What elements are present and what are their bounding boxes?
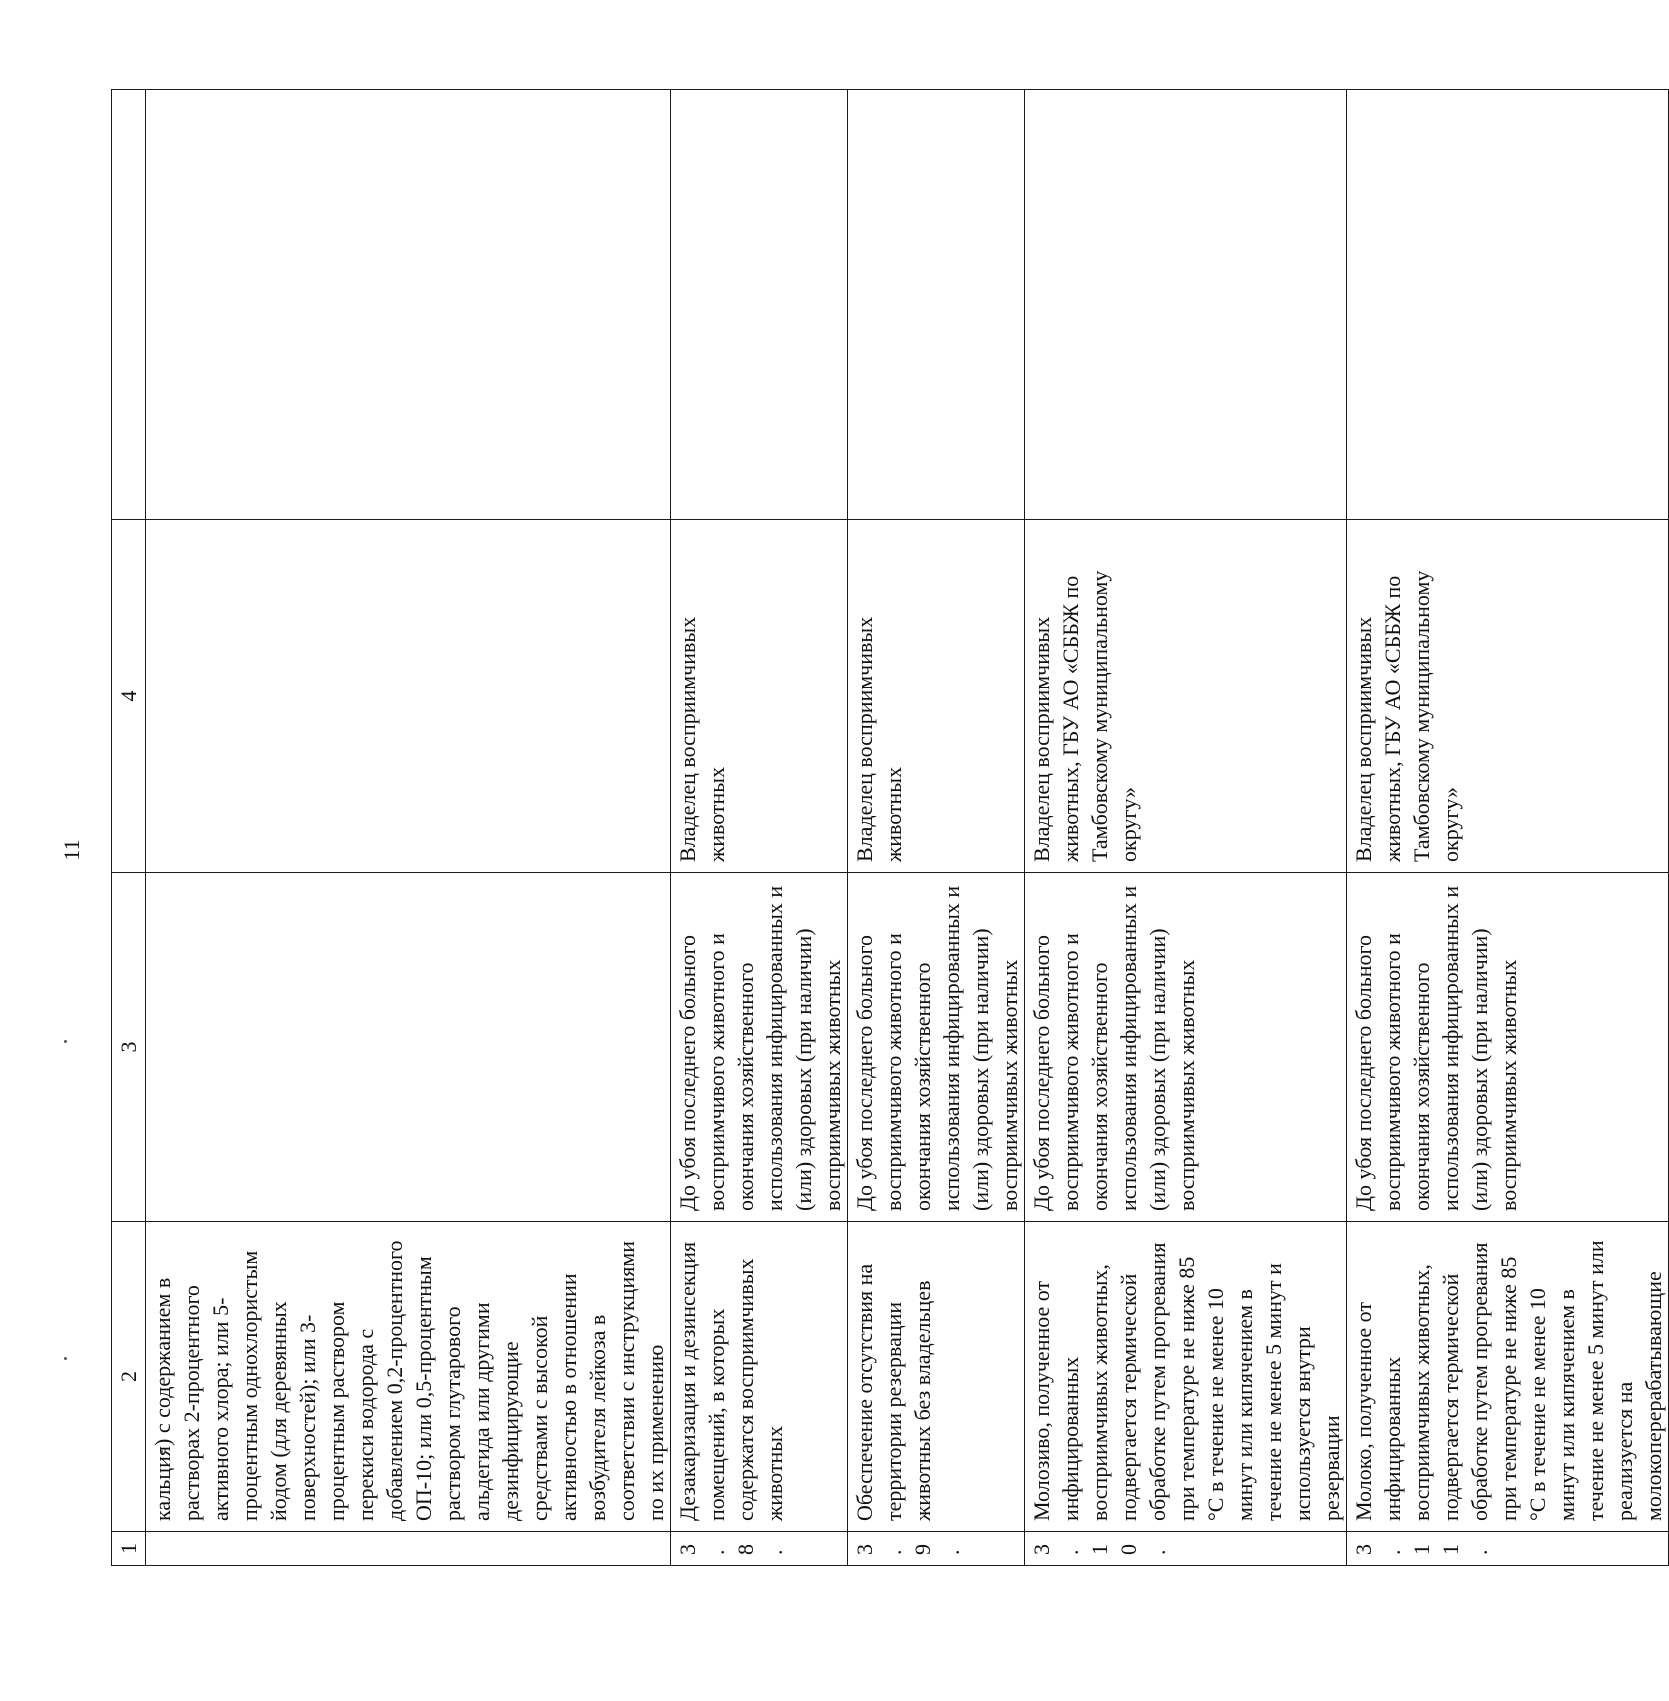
responsible-cell: Владелец восприимчивых животных, ГБУ АО «СББЖ по Тамбовскому муниципальному округу» [1025, 520, 1347, 873]
header-col-2: 2 [112, 1222, 146, 1532]
term-cell [1025, 873, 1347, 1222]
term-text: До убоя последнего больного восприимчивого животного и окончания хозяйственного использования инфицированных и (или) здоровых (при наличии) восприимчивых животных [675, 885, 845, 1211]
table-row [1025, 90, 1347, 1566]
term-text: До убоя последнего больного восприимчивого животного и окончания хозяйственного использования инфицированных и (или) здоровых (при наличии) восприимчивых животных [1029, 885, 1199, 1211]
responsible-cell: Владелец восприимчивых животных [848, 520, 1025, 873]
term-cell [848, 873, 1025, 1222]
scan-speck [64, 1357, 67, 1360]
header-row [112, 90, 146, 1566]
measure-cell [146, 1222, 671, 1532]
rotated-document [111, 90, 1666, 1566]
measure-cell [1347, 1222, 1669, 1532]
term-cell [1347, 873, 1669, 1222]
responsible-cell: Владелец восприимчивых животных, ГБУ АО «СББЖ по Тамбовскому муниципальному округу» [1347, 520, 1669, 873]
measure-text: Обеспечение отсутствия на территории резервации животных без владельцев [852, 1263, 935, 1521]
row-number: 3.11. [1347, 1532, 1669, 1566]
row-number: 3.8. [671, 1532, 848, 1566]
empty-cell [1025, 90, 1347, 520]
measure-cell [848, 1222, 1025, 1532]
empty-cell [146, 90, 671, 520]
header-col-3: 3 [112, 873, 146, 1222]
row-number [146, 1532, 671, 1566]
scan-speck [64, 1040, 67, 1043]
measure-text: Молозиво, полученное от инфицированных восприимчивых животных, подвергается термической обработке путем прогревания при температуре не ниже 85 °С в течение не менее 10 минут или кипячением в течение не менее 5 минут и используется внутри резервации [1029, 1242, 1344, 1521]
header-col-4: 4 [112, 520, 146, 873]
header-col-5 [112, 90, 146, 520]
responsible-cell [146, 520, 671, 873]
empty-cell [1347, 90, 1669, 520]
table-row [848, 90, 1025, 1566]
measure-cell [1025, 1222, 1347, 1532]
empty-cell [848, 90, 1025, 520]
empty-cell [671, 90, 848, 520]
measure-cell [671, 1222, 848, 1532]
row-number: 3.9. [848, 1532, 1025, 1566]
header-col-1: 1 [112, 1532, 146, 1566]
table-row [1347, 90, 1669, 1566]
measure-text: Дезакаризация и дезинсекция помещений, в которых содержатся восприимчивых животных [675, 1241, 787, 1521]
term-cell [671, 873, 848, 1222]
term-cell [146, 873, 671, 1222]
page-number: 11 [59, 839, 84, 861]
measures-table [111, 89, 1669, 1566]
responsible-cell: Владелец восприимчивых животных [671, 520, 848, 873]
table-row [146, 90, 671, 1566]
row-number: 3.10. [1025, 1532, 1347, 1566]
table-row [671, 90, 848, 1566]
measure-text: кальция) с содержанием в растворах 2-процентного активного хлора; или 5-процентным однохлористым йодом (для деревянных поверхностей); или 3-процентным раствором перекиси водорода с добавлением 0,2-процентного ОП-10; или 0,5-процентным раствором глутарового альдегида или другими дезинфицирующие средствами с высокой активностью в отношении возбудителя лейкоза в соответствии с инструкциями по их применению [150, 1240, 668, 1521]
term-text: До убоя последнего больного восприимчивого животного и окончания хозяйственного использования инфицированных и (или) здоровых (при наличии) восприимчивых животных [852, 885, 1022, 1211]
measure-text: Молоко, полученное от инфицированных восприимчивых животных, подвергается термической обработке путем прогревания при температуре не ниже 85 °С в течение не менее 10 минут или кипячением в течение не менее 5 минут или реализуется на молокоперерабатывающие [1351, 1240, 1666, 1521]
term-text: До убоя последнего больного восприимчивого животного и окончания хозяйственного использования инфицированных и (или) здоровых (при наличии) восприимчивых животных [1351, 885, 1521, 1211]
